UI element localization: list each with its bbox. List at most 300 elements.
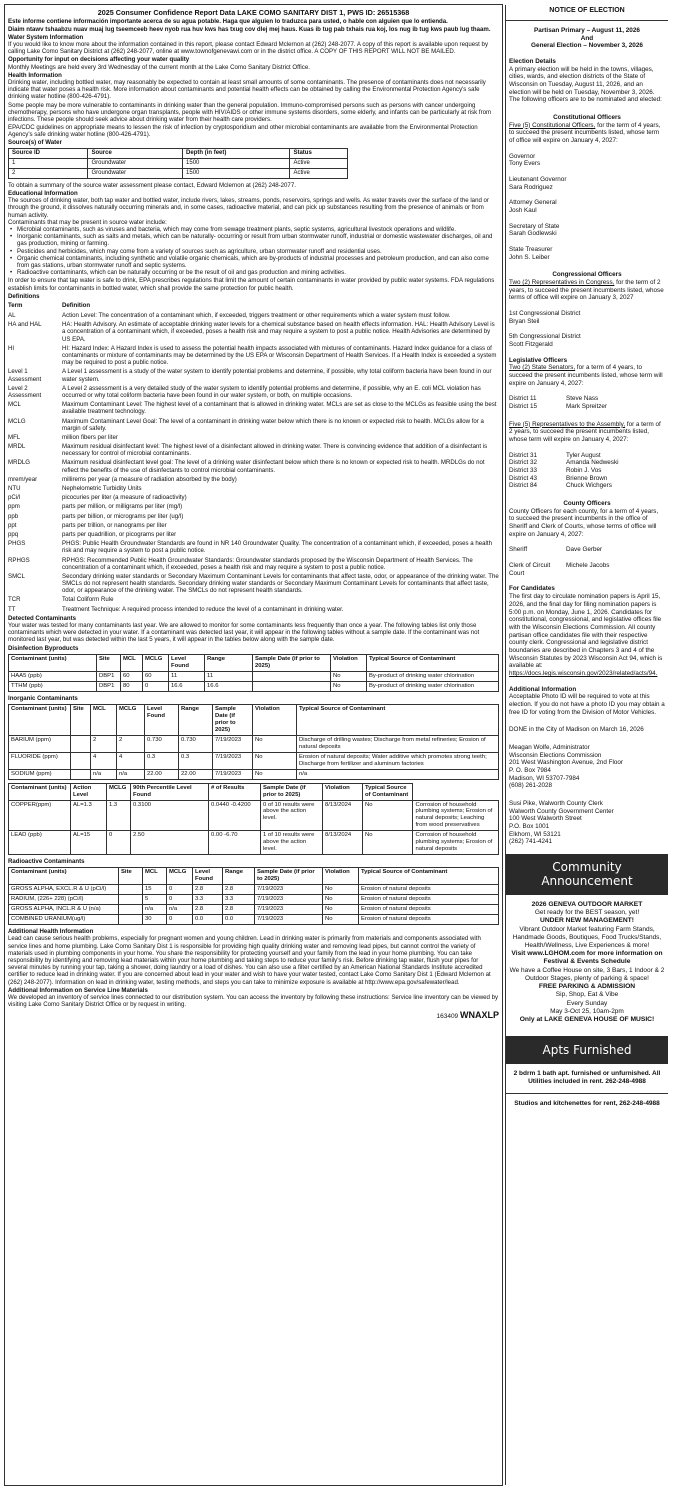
contaminant-bullet: • Inorganic contaminants, such as salts and metals, which can be naturally- occurring or result from urban stormwater runoff, industrial or domestic wastewater discharges, oil and gas production, mining or farming. bbox=[10, 233, 499, 247]
lead-copper-cell: 0 bbox=[107, 831, 131, 855]
inorganic-cell bbox=[71, 735, 91, 752]
additional-health-heading: Additional Health Information bbox=[8, 928, 94, 936]
definition-text: Nephelometric Turbidity Units bbox=[62, 485, 142, 493]
source-cell: 2 bbox=[9, 168, 88, 178]
details-heading: Election Details bbox=[509, 57, 556, 65]
education-text-1: The sources of drinking water, both tap water and bottled water, include rivers, lakes, streams, ponds, reservoirs, springs and wells. As water travels over the surface of the land or through the ground, it dissolves naturally occurring minerals and, in some cases, radioactive material, and can pick up substances resulting from the presence of animals or from human activity. bbox=[8, 197, 489, 219]
radioactive-header-cell: MCLG bbox=[167, 868, 193, 885]
done-text: DONE in the City of Madison on March 16, 2026 bbox=[509, 726, 644, 734]
dbp-cell: No bbox=[331, 681, 367, 691]
community-banner-line-1: Community bbox=[552, 859, 622, 874]
education-heading: Educational Information bbox=[8, 190, 78, 198]
lead-copper-cell: No bbox=[363, 831, 413, 855]
election-subtitle-2: And bbox=[580, 34, 594, 42]
dbp-cell: DBP1 bbox=[97, 681, 121, 691]
district-holder: Robin J. Vos bbox=[566, 467, 602, 475]
district-number: District 15 bbox=[509, 403, 537, 411]
definition-row bbox=[8, 522, 499, 529]
election-title: NOTICE OF ELECTION bbox=[506, 5, 668, 21]
lead-copper-cell: 1.3 bbox=[107, 800, 131, 831]
source-cell: 1500 bbox=[183, 168, 290, 178]
community-banner bbox=[506, 854, 668, 895]
service-line-text: We developed an inventory of service lines connected to our distribution system. You can access the inventory by following these instructions: Service line inventory can be viewed by visiting Lake Como Sanitary District Office or by request in writing. bbox=[8, 993, 499, 1009]
county-officers bbox=[509, 546, 665, 577]
radioactive-cell: 2.8 bbox=[193, 885, 223, 895]
definition-term: SMCL bbox=[8, 572, 25, 580]
assembly-intro: Five (5) Representatives to the Assembly, for a term of 2 years, to succeed the present incumbents listed, whose term will expire on January 4, 2027: bbox=[509, 420, 661, 444]
district-row bbox=[509, 459, 665, 467]
election-column bbox=[505, 5, 668, 1485]
contaminant-list bbox=[10, 226, 499, 276]
definition-row bbox=[8, 459, 499, 473]
definition-row bbox=[8, 385, 499, 399]
assembly-list bbox=[509, 452, 665, 490]
lead-copper-header-cell: Typical Source of Contaminant bbox=[363, 783, 413, 800]
senator-list bbox=[509, 395, 665, 410]
lead-copper-cell: Corrosion of household plumbing systems; Erosion of natural deposits bbox=[413, 831, 499, 855]
district-row bbox=[509, 475, 665, 483]
dbp-header-cell: Typical Source of Contaminant bbox=[367, 654, 499, 671]
district-row bbox=[509, 467, 665, 475]
radioactive-cell: GROSS ALPHA, INCL.R & U (n/a) bbox=[9, 905, 119, 915]
radioactive-cell: 5 bbox=[143, 895, 167, 905]
radioactive-cell: No bbox=[323, 885, 359, 895]
radioactive-cell bbox=[119, 905, 143, 915]
definition-text: HI: Hazard Index: A Hazard Index is used to assess the potential health impacts associated with mixtures of contaminants. Hazard Index guidance for a class of contaminants or mixture of contaminants may be determined by the US EPA or Wisconsin Department of Health Services. If a Health Index is exceeded a system may be required to post a public notice. bbox=[62, 344, 497, 367]
dbp-header-cell: Contaminant (units) bbox=[9, 654, 97, 671]
community-banner-line-2: Announcement bbox=[541, 874, 633, 889]
constitutional-intro: Five (5) Constitutional Officers, for the term of 4 years, to succeed the present incumbents listed, whose term of office will expire on January 4, 2027: bbox=[509, 121, 661, 144]
dbp-header-cell: Sample Date (if prior to 2025) bbox=[253, 654, 331, 671]
source-cell: Active bbox=[290, 158, 348, 168]
radioactive-cell: 0 bbox=[167, 915, 193, 925]
district-number: District 33 bbox=[509, 467, 537, 475]
clerk-line: Elkhorn, WI 53121 bbox=[509, 830, 561, 838]
inorganic-row bbox=[9, 735, 499, 752]
dbp-row bbox=[9, 671, 499, 681]
inorganic-cell: 4 bbox=[91, 752, 117, 769]
definition-term: MRDL bbox=[8, 443, 26, 451]
dbp-heading: Disinfection Byproducts bbox=[8, 644, 79, 652]
office-holder: Scott Fitzgerald bbox=[509, 341, 553, 349]
source-header-cell: Source bbox=[88, 148, 183, 158]
office-block bbox=[509, 310, 665, 325]
office-block bbox=[509, 246, 665, 261]
congressional-heading: Congressional Officers bbox=[552, 271, 622, 279]
inorganic-header-cell: MCLG bbox=[117, 704, 145, 735]
definition-text: Maximum Contaminant Level Goal: The level of a contaminant in drinking water below which there is no known or expected risk to health. MCLGs allow for a margin of safety. bbox=[62, 417, 484, 432]
dbp-cell: 16.6 bbox=[205, 681, 253, 691]
market-line-3: We have a Coffee House on site, 3 Bars, 1 Indoor & 2 Outdoor Stages, plenty of parking & space! bbox=[509, 966, 665, 982]
dbp-cell: TTHM (ppb) bbox=[9, 681, 97, 691]
inorganic-cell: 2 bbox=[91, 735, 117, 752]
radioactive-cell bbox=[119, 885, 143, 895]
source-cell: Active bbox=[290, 168, 348, 178]
definition-text: Secondary drinking water standards or Secondary Maximum Contaminant Levels for contaminants that affect taste, odor, or appearance of the drinking water. The SMCLs do not represent health standards. Secondary drinking water standards or Secondary Maximum Contaminant Levels for contaminants that affect taste, odor, or appearance of the drinking water. The SMCLs do not represent health standards. bbox=[62, 572, 499, 595]
county-heading: County Officers bbox=[563, 500, 611, 508]
dbp-table bbox=[8, 654, 499, 692]
office-title: 5th Congressional District bbox=[509, 333, 581, 341]
office-block bbox=[509, 333, 665, 348]
definition-row bbox=[8, 443, 499, 457]
lead-copper-cell: 8/13/2024 bbox=[323, 831, 363, 855]
dbp-cell bbox=[253, 671, 331, 681]
radioactive-heading: Radioactive Contaminants bbox=[8, 858, 85, 866]
market-management: UNDER NEW MANAGEMENT! bbox=[540, 917, 634, 925]
clerk-line: Susi Pike, Walworth County Clerk bbox=[509, 799, 603, 807]
additional-info-heading: Additional Information bbox=[509, 685, 577, 693]
dbp-row bbox=[9, 681, 499, 691]
definition-term: ppq bbox=[8, 530, 19, 538]
county-clerk-address bbox=[509, 800, 665, 846]
office-title: Attorney General bbox=[509, 199, 557, 207]
district-row bbox=[509, 403, 665, 411]
office-block bbox=[509, 199, 665, 214]
definition-text: Action Level: The concentration of a contaminant which, if exceeded, triggers treatment or other requirements which a water system must follow. bbox=[62, 312, 451, 320]
clerk-line: P.O. Box 1001 bbox=[509, 822, 550, 830]
radioactive-header-cell: Typical Source of Contaminant bbox=[359, 868, 499, 885]
inorganic-header-cell: Level Found bbox=[145, 704, 179, 735]
district-holder: Tyler August bbox=[566, 451, 601, 459]
administrator-address bbox=[509, 744, 665, 790]
source-cell: Groundwater bbox=[88, 168, 183, 178]
county-officer-row bbox=[509, 546, 665, 554]
radioactive-cell: No bbox=[323, 905, 359, 915]
definition-row bbox=[8, 434, 499, 441]
definition-text: picocuries per liter (a measure of radioactivity) bbox=[62, 494, 187, 502]
radioactive-header-cell: Level Found bbox=[193, 868, 223, 885]
office-title: Lieutenant Governor bbox=[509, 175, 567, 183]
definition-term: Level 2 Assessment bbox=[8, 384, 42, 399]
service-line-heading: Additional Information on Service Line Materials bbox=[8, 986, 148, 994]
dbp-cell: 11 bbox=[169, 671, 205, 681]
definition-term: RPHGS bbox=[8, 556, 30, 564]
dbp-cell: 16.6 bbox=[169, 681, 205, 691]
office-block bbox=[509, 223, 665, 238]
definition-row bbox=[8, 531, 499, 538]
definition-term: mrem/year bbox=[8, 475, 38, 483]
opportunity-text: Monthly Meetings are held every 3rd Wednesday of the current month at the Lake Como Sanitary District Office. bbox=[8, 63, 310, 71]
definition-row bbox=[8, 321, 499, 343]
definition-term: PHGS bbox=[8, 540, 26, 548]
inorganic-cell bbox=[71, 769, 91, 779]
dbp-cell bbox=[253, 681, 331, 691]
administrator-line: 201 West Washington Avenue, 2nd Floor bbox=[509, 759, 623, 767]
dbp-cell: By-product of drinking water chlorination bbox=[367, 671, 499, 681]
definition-term: TT bbox=[8, 605, 16, 613]
inorganic-cell: Discharge of drilling wastes; Discharge from metal refineries; Erosion of natural deposits bbox=[297, 735, 499, 752]
definition-row bbox=[8, 606, 499, 613]
radioactive-cell: 0.0 bbox=[193, 915, 223, 925]
radioactive-row bbox=[9, 905, 499, 915]
dbp-cell: 80 bbox=[121, 681, 143, 691]
office-block bbox=[509, 153, 665, 168]
inorganic-cell: 7/19/2023 bbox=[213, 752, 253, 769]
definition-term: MCLG bbox=[8, 417, 26, 425]
inorganic-row bbox=[9, 769, 499, 779]
administrator-line: Wisconsin Elections Commission bbox=[509, 751, 602, 759]
definition-row bbox=[8, 476, 499, 483]
inorganic-cell: BARIUM (ppm) bbox=[9, 735, 71, 752]
sources-table bbox=[8, 148, 348, 179]
legislative-heading: Legislative Officers bbox=[509, 356, 568, 364]
education-text-3: In order to ensure that tap water is safe to drink, EPA prescribes regulations that limit the amount of certain contaminants in water provided by public water systems. FDA regulations establish limits for contaminants in bottled water, which shall provide the same protection for public health. bbox=[8, 277, 495, 292]
radioactive-header-cell: Contaminant (units) bbox=[9, 868, 119, 885]
radioactive-cell: 0 bbox=[167, 895, 193, 905]
statute-link[interactable]: https://docs.legis.wisconsin.gov/2023/related/acts/94. bbox=[509, 669, 658, 677]
definition-term: pCi/l bbox=[8, 494, 21, 502]
radioactive-row bbox=[9, 915, 499, 925]
radioactive-cell: No bbox=[323, 915, 359, 925]
definition-text: million fibers per liter bbox=[62, 433, 118, 441]
source-header-cell: Depth (in feet) bbox=[183, 148, 290, 158]
congressional-intro: Two (2) Representatives in Congress, for the term of 2 years, to succeed the present incumbents listed, whose terms of office will expire on January 3, 2027 bbox=[509, 279, 664, 302]
definition-row bbox=[8, 485, 499, 492]
water-system-text: If you would like to know more about the information contained in this report, please contact Edward Mclernon at (262) 248-2077. A copy of this report is available upon request by calling Lake Como Sanitary District at (262) 248-2077, online at www.townofgenevawi.com or in the district office. A COPY OF THIS REPORT WILL NOT BE MAILED. bbox=[8, 41, 488, 56]
district-row bbox=[509, 482, 665, 490]
market-title: 2026 GENEVA OUTDOOR MARKET bbox=[531, 900, 643, 908]
inorganic-table bbox=[8, 704, 499, 780]
lead-copper-cell: 2.50 bbox=[131, 831, 209, 855]
apts-banner: Apts Furnished bbox=[506, 1036, 668, 1064]
market-only: Only at LAKE GENEVA HOUSE OF MUSIC! bbox=[519, 1015, 655, 1023]
definitions-term-header: Term bbox=[8, 301, 23, 309]
radioactive-cell: Erosion of natural deposits bbox=[359, 915, 499, 925]
dbp-cell: 0 bbox=[143, 681, 169, 691]
inorganic-cell: 0.3 bbox=[179, 752, 213, 769]
definition-term: Level 1 Assessment bbox=[8, 368, 42, 383]
dbp-header-cell: MCLG bbox=[143, 654, 169, 671]
administrator-line: Madison, WI 53707-7984 bbox=[509, 774, 580, 782]
radioactive-cell: 3.3 bbox=[223, 895, 255, 905]
dbp-cell: No bbox=[331, 671, 367, 681]
radioactive-cell: No bbox=[323, 895, 359, 905]
office-holder: Sarah Godlewski bbox=[509, 230, 557, 238]
lead-copper-header-cell: Sample Date (if prior to 2025) bbox=[261, 783, 323, 800]
radioactive-cell: 2.8 bbox=[223, 885, 255, 895]
definition-text: RPHGS: Recommended Public Health Groundwater Standards: Groundwater standards proposed by the Wisconsin Department of Health Services. The concentration of a contaminant which, if exceeded, poses a health risk and may require a system to post a public notice. bbox=[62, 556, 473, 571]
lead-copper-cell: 8/13/2024 bbox=[323, 800, 363, 831]
inorganic-cell: SODIUM (ppm) bbox=[9, 769, 71, 779]
definition-row bbox=[8, 596, 499, 603]
radioactive-cell: 0.0 bbox=[223, 915, 255, 925]
radioactive-cell: 3.3 bbox=[193, 895, 223, 905]
radioactive-header-cell: Range bbox=[223, 868, 255, 885]
market-line-2: Vibrant Outdoor Market featuring Farm Stands, Handmade Goods, Boutiques, Food Trucks/Stands, Health/Wellness, Live Experiences & more! bbox=[512, 925, 662, 949]
dbp-header-cell: MCL bbox=[121, 654, 143, 671]
contaminant-bullet: • Organic chemical contaminants, including synthetic and volatile organic chemicals, which are by-products of industrial processes and petroleum production, and can also come from gas stations, urban stormwater runoff and septic systems. bbox=[10, 255, 499, 269]
definition-text: millirems per year (a measure of radiation absorbed by the body) bbox=[62, 475, 237, 483]
inorganic-header-cell: Site bbox=[71, 704, 91, 735]
market-ad bbox=[506, 895, 668, 1030]
definition-term: ppb bbox=[8, 512, 19, 520]
education-text-2: Contaminants that may be present in source water include: bbox=[8, 218, 167, 226]
definition-row bbox=[8, 503, 499, 510]
radioactive-cell: RADIUM, (226+ 228) (pCi/l) bbox=[9, 895, 119, 905]
inorganic-header-cell: Typical Source of Contaminant bbox=[297, 704, 499, 735]
district-row bbox=[509, 395, 665, 403]
definition-row bbox=[8, 540, 499, 554]
radioactive-cell: 2.8 bbox=[193, 905, 223, 915]
definition-row bbox=[8, 513, 499, 520]
lead-copper-cell: 0.3100 bbox=[131, 800, 209, 831]
health-text-3: EPA/CDC guidelines on appropriate means to lessen the risk of infection by cryptosporidium and other microbial contaminants are available from the Environmental Protection Agency's safe drinking water hotline (800-426-4791). bbox=[8, 124, 478, 139]
market-line-4: Sip, Shop, Eat & Vibe bbox=[555, 991, 619, 999]
lead-copper-row bbox=[9, 800, 499, 831]
inorganic-cell: No bbox=[253, 735, 297, 752]
radioactive-cell bbox=[119, 915, 143, 925]
radioactive-header-cell: Site bbox=[119, 868, 143, 885]
radioactive-header-cell: MCL bbox=[143, 868, 167, 885]
county-officer-name: Dave Gerber bbox=[566, 546, 603, 554]
radioactive-cell: n/a bbox=[143, 905, 167, 915]
lead-copper-cell: LEAD (ppb) bbox=[9, 831, 71, 855]
office-title: Secretary of State bbox=[509, 222, 560, 230]
definition-text: parts per quadrillion, or picograms per liter bbox=[62, 530, 177, 538]
legislative-intro: Two (2) State Senators, for a term of 4 years, to succeed the present incumbents listed, whose term will expire on January 4, 2027: bbox=[509, 364, 663, 387]
inorganic-cell: n/a bbox=[91, 769, 117, 779]
definition-row bbox=[8, 401, 499, 415]
inorganic-cell: 2 bbox=[117, 735, 145, 752]
inorganic-cell: 7/19/2023 bbox=[213, 735, 253, 752]
inorganic-cell: Erosion of natural deposits; Water additive which promotes strong teeth; Discharge from fertilizer and aluminum factories bbox=[297, 752, 499, 769]
lead-copper-header-cell: 90th Percentile Level Found bbox=[131, 783, 209, 800]
radioactive-row bbox=[9, 885, 499, 895]
source-cell: 1 bbox=[9, 158, 88, 168]
inorganic-cell: 7/19/2023 bbox=[213, 769, 253, 779]
opportunity-heading: Opportunity for input on decisions affecting your water quality bbox=[8, 56, 190, 64]
lead-copper-table bbox=[8, 783, 499, 856]
lead-copper-cell: Corrosion of household plumbing systems; Erosion of natural deposits; Leaching from wood preservatives bbox=[413, 800, 499, 831]
administrator-line: (608) 261-2028 bbox=[509, 782, 553, 790]
apts-ad-2: Studios and kitchenettes for rent, 262-248-4988 bbox=[506, 1093, 668, 1114]
definition-term: MRDLG bbox=[8, 459, 31, 467]
district-number: District 11 bbox=[509, 395, 537, 403]
radioactive-cell: 30 bbox=[143, 915, 167, 925]
radioactive-cell: 15 bbox=[143, 885, 167, 895]
definition-row bbox=[8, 345, 499, 367]
definition-term: HI bbox=[8, 344, 15, 352]
inorganic-cell: 0.730 bbox=[145, 735, 179, 752]
dbp-cell: HAA5 (ppb) bbox=[9, 671, 97, 681]
definition-text: HA: Health Advisory. An estimate of acceptable drinking water levels for a chemical substance based on health effects information. HAL: Health Advisory Level is a concentration of a contaminant which, if exceeded, poses a health risk and may require a system to post a public notice. Health Advisories are determined by US EPA. bbox=[62, 321, 495, 343]
definition-term: ppt bbox=[8, 521, 17, 529]
office-holder: John S. Leiber bbox=[509, 253, 550, 261]
election-subtitle-1: Partisan Primary – August 11, 2026 bbox=[534, 27, 640, 35]
inorganic-header-cell: Sample Date (if prior to 2025) bbox=[213, 704, 253, 735]
ccr-notice bbox=[8, 9, 499, 1483]
definition-term: ppm bbox=[8, 503, 20, 511]
office-title: State Treasurer bbox=[509, 245, 553, 253]
details-text: A primary election will be held in the towns, villages, cities, wards, and election districts of the State of Wisconsin on Tuesday, August 11, 2026, and an election will be held on Tuesday, November 3, 2026. The following officers are to be nominated and elected: bbox=[509, 65, 662, 104]
source-cell: Groundwater bbox=[88, 158, 183, 168]
definition-term: HA and HAL bbox=[8, 321, 42, 329]
candidates-text: The first day to circulate nomination papers is April 15, 2026, and the final day for filing nomination papers is 5:00 p.m. on Monday, June 1, 2026. Candidates for constitutional, congressional, and legislative offices file with the Wisconsin Elections Commission. All county partisan office candidates file with their respective county clerk. Congressional and legislative district boundaries are described in Chapters 3 and 4 of the Wisconsin Statutes by 2023 Wisconsin Act 94, which is available at: https://docs.legis.wisconsin.gov/2023/related/acts/94. bbox=[509, 593, 663, 677]
lead-copper-header-cell: Violation bbox=[323, 783, 363, 800]
radioactive-row bbox=[9, 895, 499, 905]
office-title: 1st Congressional District bbox=[509, 310, 581, 318]
inorganic-cell: No bbox=[253, 752, 297, 769]
inorganic-cell: 22.00 bbox=[145, 769, 179, 779]
lead-copper-header-cell: # of Results bbox=[209, 783, 261, 800]
market-line-6: May 3-Oct 25, 10am-2pm bbox=[550, 1007, 624, 1015]
definition-row bbox=[8, 573, 499, 595]
definition-row bbox=[8, 312, 499, 319]
administrator-line: P. O. Box 7984 bbox=[509, 766, 551, 774]
lead-copper-cell: AL=1.3 bbox=[71, 800, 107, 831]
radioactive-cell: n/a bbox=[167, 905, 193, 915]
dbp-header-cell: Range bbox=[205, 654, 253, 671]
dbp-header-cell: Site bbox=[97, 654, 121, 671]
definition-text: parts per million, or milligrams per liter (mg/l) bbox=[62, 503, 183, 511]
district-holder: Amanda Nedweski bbox=[566, 459, 619, 467]
office-title: Governor bbox=[509, 152, 536, 160]
sources-summary: To obtain a summary of the source water assessment please contact, Edward Mclernon at (262) 248-2077. bbox=[8, 181, 296, 189]
source-row bbox=[9, 158, 348, 168]
definition-text: Maximum residual disinfectant level goal: The level of a drinking water disinfectant below which there is no known or expected risk to health. MRDLGs do not reflect the benefits of the use of disinfectants to control microbial contaminants. bbox=[62, 459, 485, 474]
dbp-cell: 60 bbox=[143, 671, 169, 681]
definition-row bbox=[8, 494, 499, 501]
clerk-line: 100 West Walworth Street bbox=[509, 815, 582, 823]
lead-copper-row bbox=[9, 831, 499, 855]
radioactive-cell bbox=[119, 895, 143, 905]
radioactive-cell: 2.8 bbox=[223, 905, 255, 915]
dbp-cell: 11 bbox=[205, 671, 253, 681]
district-number: District 43 bbox=[509, 474, 537, 482]
water-system-heading: Water System Information bbox=[8, 33, 84, 41]
lead-copper-cell: COPPER(ppm) bbox=[9, 800, 71, 831]
radioactive-cell: 0 bbox=[167, 885, 193, 895]
contaminant-bullet: • Radioactive contaminants, which can be naturally occurring or be the result of oil and gas production and mining activities. bbox=[10, 269, 499, 276]
dbp-cell: By-product of drinking water chlorination bbox=[367, 681, 499, 691]
office-holder: Tony Evers bbox=[509, 160, 541, 168]
radioactive-cell: 7/19/2023 bbox=[255, 915, 323, 925]
dbp-cell: 60 bbox=[121, 671, 143, 681]
radioactive-header-cell: Violation bbox=[323, 868, 359, 885]
additional-health-text: Lead can cause serious health problems, especially for pregnant women and young children. Lead in drinking water is primarily from materials and components associated with service lines and home plumbing. Lake Como Sanitary Dist 1 is responsible for providing high quality drinking water and removing lead pipes, but cannot control the variety of materials used in plumbing components in your home. You share the responsibility for protecting yourself and your family from the lead in your home plumbing. You can take responsibility by identifying and removing lead materials within your home plumbing and taking steps to reduce your family's risk. Before drinking tap water, flush your pipes for several minutes by running your tap, taking a shower, doing laundry or a load of dishes. You can also use a filter certified by an American National Standards Institute accredited certifier to reduce lead in drinking water. If you are concerned about lead in your water and wish to have your water tested, contact Lake Como Sanitary Dist 1 (Edward Mclernon at (262) 248-2077). Information on lead in drinking water, testing methods, and steps you can take to minimize exposure is available at http://www.epa.gov/safewater/lead. bbox=[8, 935, 491, 986]
radioactive-cell: Erosion of natural deposits bbox=[359, 885, 499, 895]
inorganic-cell: 4 bbox=[117, 752, 145, 769]
definition-text: Maximum residual disinfectant level: The highest level of a disinfectant allowed in drinking water. There is convincing evidence that addition of a disinfectant is necessary for control of microbial contaminants. bbox=[62, 443, 488, 458]
candidates-heading: For Candidates bbox=[509, 585, 555, 593]
inorganic-header-cell: Contaminant (units) bbox=[9, 704, 71, 735]
definitions-heading: Definitions bbox=[8, 292, 40, 300]
district-holder: Mark Spreitzer bbox=[566, 403, 607, 411]
ad-code: WNAXLP bbox=[460, 1010, 499, 1021]
office-block bbox=[509, 176, 665, 191]
inorganic-cell bbox=[71, 752, 91, 769]
radioactive-cell: 7/19/2023 bbox=[255, 905, 323, 915]
district-number: District 32 bbox=[509, 459, 537, 467]
definition-term: MFL bbox=[8, 433, 21, 441]
definition-text: Maximum Contaminant Level: The highest level of a contaminant that is allowed in drinking water. MCLs are set as close to the MCLGs as feasible using the best available treatment technology. bbox=[62, 401, 497, 416]
contaminant-bullet: • Pesticides and herbicides, which may come from a variety of sources such as agriculture, urban stormwater runoff and residential uses. bbox=[10, 248, 499, 255]
radioactive-cell: Erosion of natural deposits bbox=[359, 905, 499, 915]
inorganic-header-cell: Range bbox=[179, 704, 213, 735]
definitions-list bbox=[8, 302, 499, 613]
office-holder: Josh Kaul bbox=[509, 206, 537, 214]
dbp-header-cell: Violation bbox=[331, 654, 367, 671]
radioactive-cell: COMBINED URANIUM(ug/l) bbox=[9, 915, 119, 925]
definition-text: parts per billion, or micrograms per liter (ug/l) bbox=[62, 512, 184, 520]
inorganic-cell: 0.3 bbox=[145, 752, 179, 769]
inorganic-row bbox=[9, 752, 499, 769]
clerk-line: Walworth County Government Center bbox=[509, 807, 614, 815]
definition-text: Total Coliform Rule bbox=[62, 596, 114, 604]
lead-copper-cell: No bbox=[363, 800, 413, 831]
additional-info-text: Acceptable Photo ID will be required to vote at this election. If you do not have a photo ID you may obtain a free ID for voting from the Division of Motor Vehicles. bbox=[509, 693, 665, 716]
detected-text: Your water was tested for many contaminants last year. We are allowed to monitor for some contaminants less frequently than once a year. The following tables list only those contaminants which were detected in your water. If a contaminant was detected last year, it will appear in the following tables without a sample date. If the contaminant was not monitored last year, but was detected within the last 5 years, it will appear in the tables below along with the sample date. bbox=[8, 622, 480, 644]
